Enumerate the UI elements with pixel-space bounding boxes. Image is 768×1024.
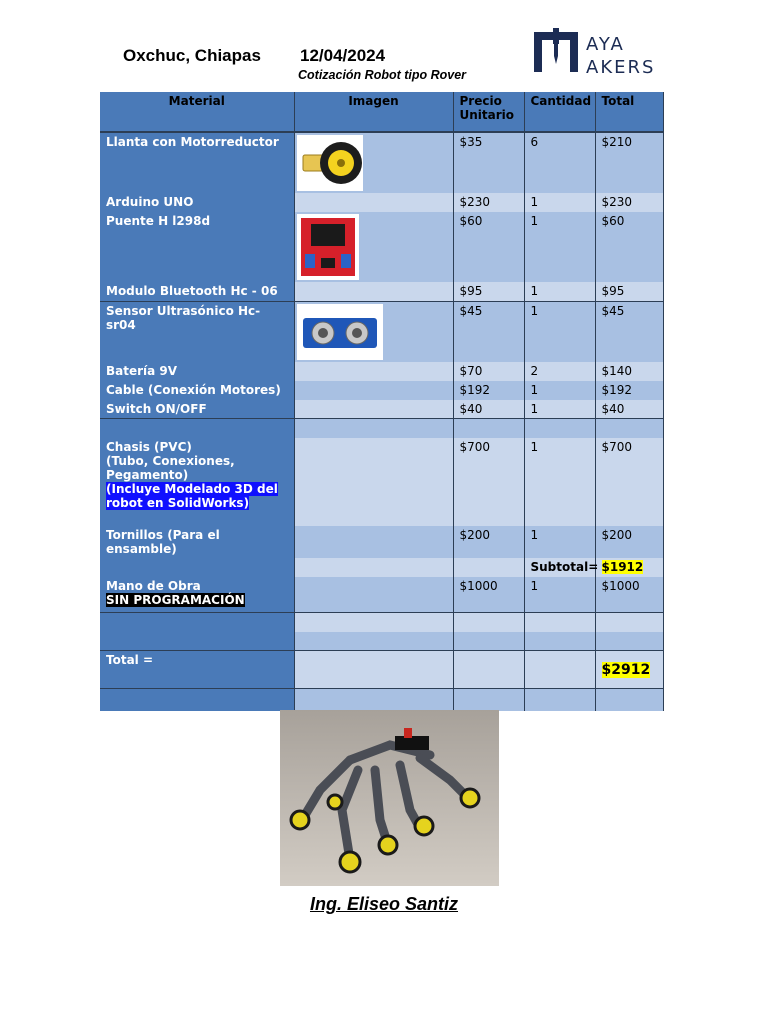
rover-robot-photo (280, 710, 499, 886)
image-cell (294, 381, 453, 400)
subtotal-cell (595, 558, 663, 577)
subtotal-value: $1912 (601, 559, 644, 574)
price-cell: $40 (453, 400, 524, 419)
qty-cell: 1 (524, 212, 595, 282)
total-cell: $230 (595, 193, 663, 212)
table-row (100, 419, 663, 438)
header-material: Material (100, 92, 294, 132)
material-cell: Sensor Ultrasónico Hc-sr04 (100, 301, 294, 362)
total-cell (595, 632, 663, 651)
total-cell: $60 (595, 212, 663, 282)
material-note: (Incluye Modelado 3D del (106, 481, 278, 496)
table-row (100, 438, 663, 526)
image-cell (294, 526, 453, 558)
total-label: Total = (100, 651, 294, 689)
total-cell: $700 (595, 438, 663, 526)
qty-cell: 1 (524, 193, 595, 212)
table-row (100, 689, 663, 711)
total-cell: $192 (595, 381, 663, 400)
qty-cell (524, 613, 595, 632)
material-line: Chasis (PVC) (106, 439, 192, 454)
image-cell (294, 282, 453, 301)
material-cell (100, 577, 294, 613)
table-row (100, 282, 663, 301)
material-cell (100, 558, 294, 577)
table-row (100, 632, 663, 651)
table-row (100, 526, 663, 558)
qty-cell: 6 (524, 132, 595, 193)
material-cell: Cable (Conexión Motores) (100, 381, 294, 400)
image-cell (294, 362, 453, 381)
price-cell: $200 (453, 526, 524, 558)
image-cell (294, 301, 453, 362)
price-cell (453, 689, 524, 711)
price-cell: $192 (453, 381, 524, 400)
table-row (100, 301, 663, 362)
price-cell: $700 (453, 438, 524, 526)
total-row (100, 651, 663, 689)
qty-cell: 1 (524, 526, 595, 558)
price-cell: $70 (453, 362, 524, 381)
header-qty: Cantidad (524, 92, 595, 132)
qty-cell: 1 (524, 381, 595, 400)
hbridge-board-icon (297, 214, 359, 280)
image-cell (294, 212, 453, 282)
qty-cell (524, 689, 595, 711)
wheel-motor-icon (297, 135, 363, 191)
image-cell (294, 193, 453, 212)
header-image: Imagen (294, 92, 453, 132)
header-price: Precio Unitario (453, 92, 524, 132)
table-row (100, 212, 663, 282)
qty-cell: 1 (524, 577, 595, 613)
material-line: Mano de Obra (106, 578, 201, 593)
material-cell: Modulo Bluetooth Hc - 06 (100, 282, 294, 301)
image-cell (294, 132, 453, 193)
price-cell: $95 (453, 282, 524, 301)
date-text: 12/04/2024 (300, 46, 386, 65)
total-cell: $200 (595, 526, 663, 558)
quote-table (100, 92, 664, 711)
material-cell (100, 689, 294, 711)
location-text: Oxchuc, Chiapas (123, 46, 261, 65)
total-cell: $140 (595, 362, 663, 381)
qty-cell (524, 651, 595, 689)
ultrasonic-sensor-icon (297, 304, 383, 360)
material-note: robot en SolidWorks) (106, 495, 250, 510)
material-cell: Llanta con Motorreductor (100, 132, 294, 193)
table-row (100, 577, 663, 613)
material-cell (100, 438, 294, 526)
signature-name: Ing. Eliseo Santiz (309, 894, 459, 914)
total-cell (595, 613, 663, 632)
table-row (100, 613, 663, 632)
price-cell (453, 632, 524, 651)
total-cell: $45 (595, 301, 663, 362)
maya-makers-logo (530, 26, 680, 78)
price-cell: $45 (453, 301, 524, 362)
material-cell: Switch ON/OFF (100, 400, 294, 419)
material-cell: Puente H l298d (100, 212, 294, 282)
subtotal-label: Subtotal= (524, 558, 595, 577)
total-cell (595, 689, 663, 711)
image-cell (294, 689, 453, 711)
cnc-m-icon (534, 28, 578, 72)
price-cell: $35 (453, 132, 524, 193)
qty-cell (524, 632, 595, 651)
qty-cell: 1 (524, 282, 595, 301)
qty-cell (524, 419, 595, 438)
qty-cell: 2 (524, 362, 595, 381)
image-cell (294, 651, 453, 689)
qty-cell: 1 (524, 301, 595, 362)
price-cell: $230 (453, 193, 524, 212)
material-cell: Arduino UNO (100, 193, 294, 212)
material-cell: Tornillos (Para el ensamble) (100, 526, 294, 558)
image-cell (294, 400, 453, 419)
price-cell (453, 419, 524, 438)
table-row (100, 400, 663, 419)
image-cell (294, 438, 453, 526)
image-cell (294, 577, 453, 613)
material-cell (100, 613, 294, 632)
material-line: (Tubo, Conexiones, (106, 453, 235, 468)
price-cell (453, 651, 524, 689)
table-row (100, 132, 663, 193)
qty-cell: 1 (524, 400, 595, 419)
material-cell (100, 419, 294, 438)
grand-total-cell (595, 651, 663, 689)
total-cell: $95 (595, 282, 663, 301)
material-cell: Batería 9V (100, 362, 294, 381)
image-cell (294, 558, 453, 577)
material-line: Pegamento) (106, 467, 189, 482)
header-total: Total (595, 92, 663, 132)
table-row (100, 362, 663, 381)
subtotal-row (100, 558, 663, 577)
price-cell: $1000 (453, 577, 524, 613)
table-header-row (100, 92, 663, 132)
total-cell (595, 419, 663, 438)
total-cell: $210 (595, 132, 663, 193)
qty-cell: 1 (524, 438, 595, 526)
logo-text-bottom: AKERS (586, 57, 656, 78)
price-cell: $60 (453, 212, 524, 282)
table-row (100, 193, 663, 212)
image-cell (294, 419, 453, 438)
price-cell (453, 558, 524, 577)
material-note: SIN PROGRAMACIÓN (106, 592, 245, 607)
price-cell (453, 613, 524, 632)
total-cell: $1000 (595, 577, 663, 613)
image-cell (294, 613, 453, 632)
grand-total-value: $2912 (601, 661, 651, 678)
total-cell: $40 (595, 400, 663, 419)
material-cell (100, 632, 294, 651)
table-row (100, 381, 663, 400)
image-cell (294, 632, 453, 651)
logo-text-top: AYA (586, 34, 625, 55)
quote-subtitle: Cotización Robot tipo Rover (298, 68, 467, 82)
